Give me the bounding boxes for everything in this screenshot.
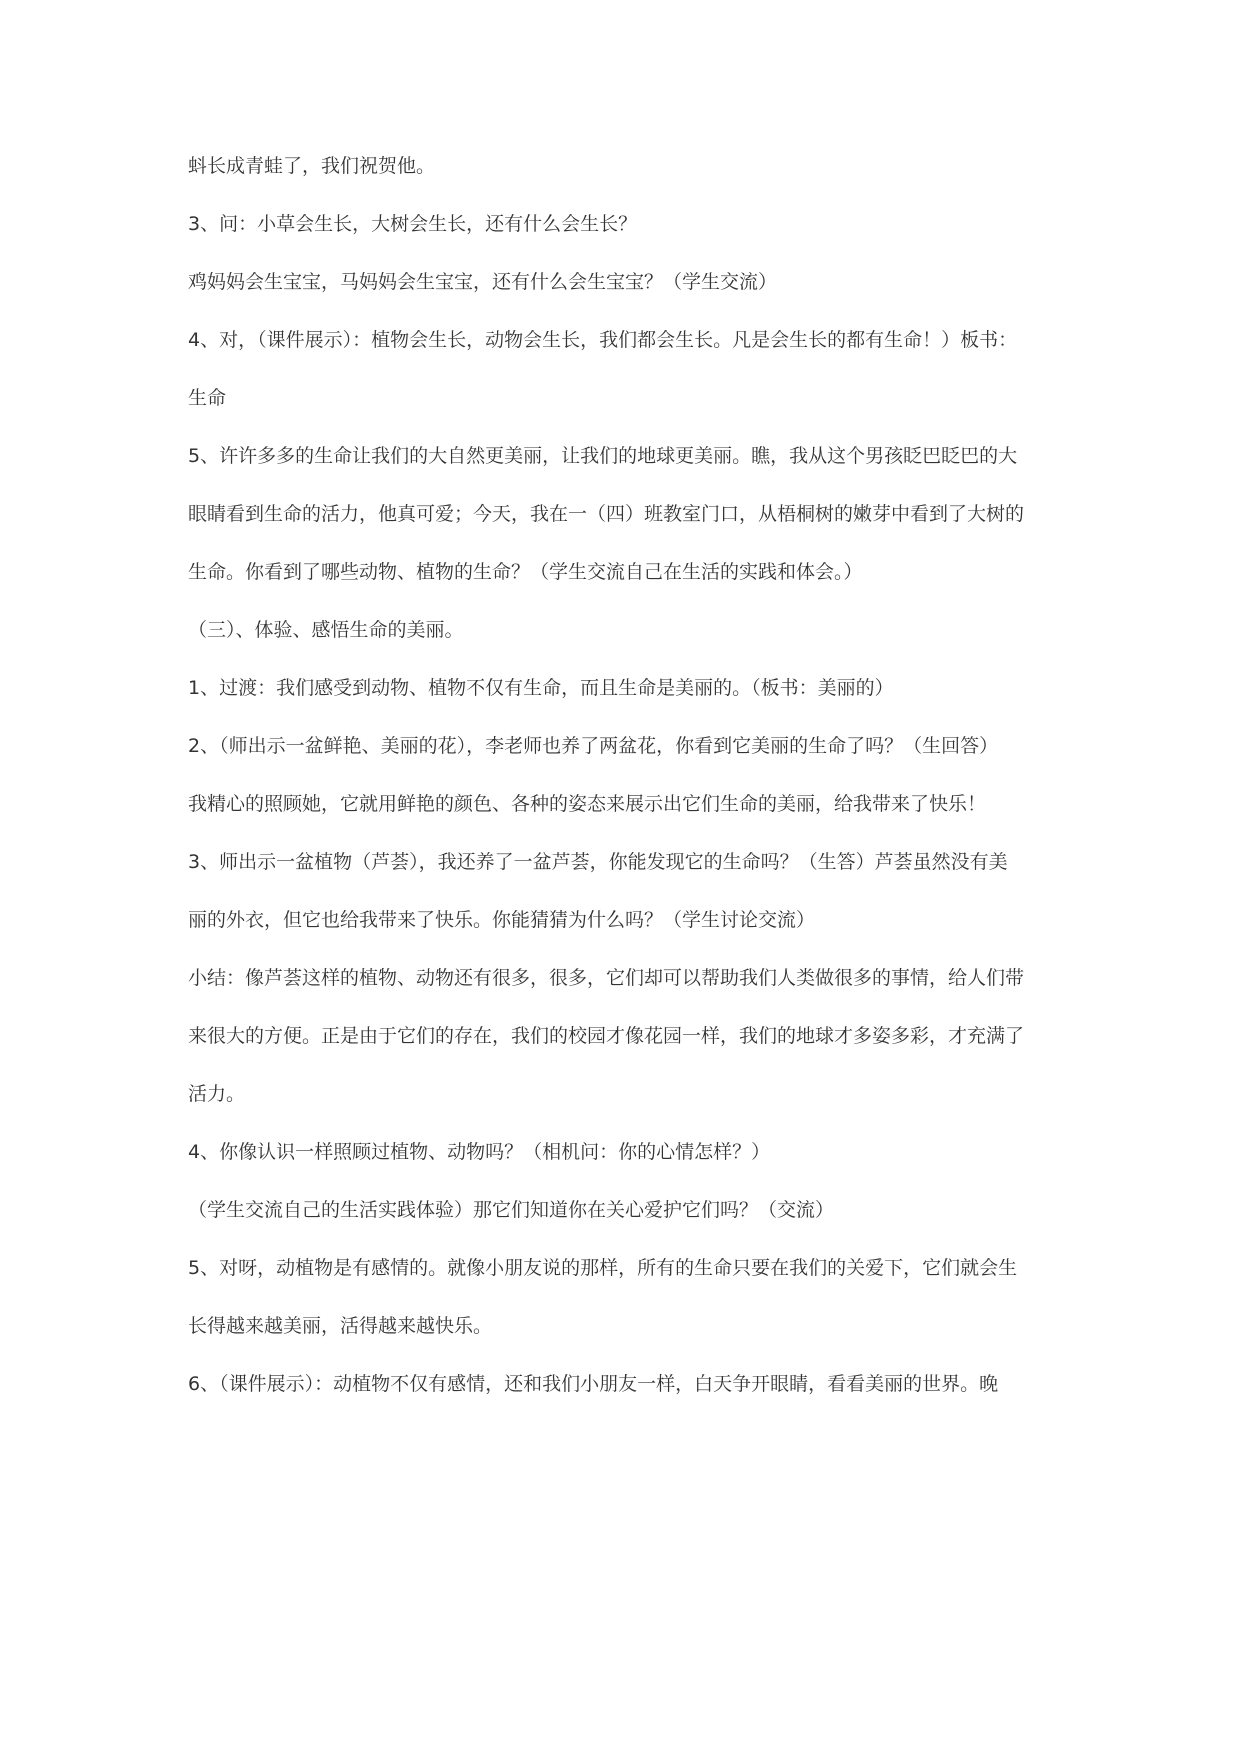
text-line: 活力。 xyxy=(188,1083,246,1105)
text-line: 2、（师出示一盆鲜艳、美丽的花），李老师也养了两盆花，你看到它美丽的生命了吗？（生回答） xyxy=(188,735,999,757)
text-line: 长得越来越美丽，活得越来越快乐。 xyxy=(188,1315,493,1337)
text-line: 1、过渡：我们感受到动物、植物不仅有生命，而且生命是美丽的。（板书：美丽的） xyxy=(188,677,894,699)
text-line: （学生交流自己的生活实践体验）那它们知道你在关心爱护它们吗？（交流） xyxy=(188,1199,835,1221)
text-line: 4、你像认识一样照顾过植物、动物吗？（相机问：你的心情怎样？） xyxy=(188,1141,771,1163)
text-line: 5、许许多多的生命让我们的大自然更美丽，让我们的地球更美丽。瞧，我从这个男孩眨巴眨巴的大 xyxy=(188,445,1018,467)
text-line: 鸡妈妈会生宝宝，马妈妈会生宝宝，还有什么会生宝宝？（学生交流） xyxy=(188,271,778,293)
text-line: 小结：像芦荟这样的植物、动物还有很多，很多，它们却可以帮助我们人类做很多的事情，给人们带 xyxy=(188,967,1025,989)
text-line: 5、对呀，动植物是有感情的。就像小朋友说的那样，所有的生命只要在我们的关爱下，它们就会生 xyxy=(188,1257,1018,1279)
text-line: 生命。你看到了哪些动物、植物的生命？（学生交流自己在生活的实践和体会。） xyxy=(188,561,863,583)
text-line: 3、师出示一盆植物（芦荟），我还养了一盆芦荟，你能发现它的生命吗？（生答）芦荟虽然没有美 xyxy=(188,851,1008,873)
section-heading: （三）、体验、感悟生命的美丽。 xyxy=(188,619,464,641)
text-line: 生命 xyxy=(188,387,227,409)
text-line: 眼睛看到生命的活力，他真可爱；今天，我在一（四）班教室门口，从梧桐树的嫩芽中看到了大树的 xyxy=(188,503,1025,525)
text-line: 来很大的方便。正是由于它们的存在，我们的校园才像花园一样，我们的地球才多姿多彩，才充满了 xyxy=(188,1025,1025,1047)
text-line: 蚪长成青蛙了，我们祝贺他。 xyxy=(188,155,436,177)
text-line: 4、对，（课件展示）：植物会生长，动物会生长，我们都会生长。凡是会生长的都有生命！）板书： xyxy=(188,329,1018,351)
text-line: 3、问：小草会生长，大树会生长，还有什么会生长？ xyxy=(188,213,638,235)
text-line: 6、（课件展示）：动植物不仅有感情，还和我们小朋友一样，白天争开眼睛，看看美丽的世界。晚 xyxy=(188,1373,999,1395)
text-line: 丽的外衣，但它也给我带来了快乐。你能猜猜为什么吗？（学生讨论交流） xyxy=(188,909,816,931)
text-line: 我精心的照顾她，它就用鲜艳的颜色、各种的姿态来展示出它们生命的美丽，给我带来了快乐！ xyxy=(188,793,987,815)
